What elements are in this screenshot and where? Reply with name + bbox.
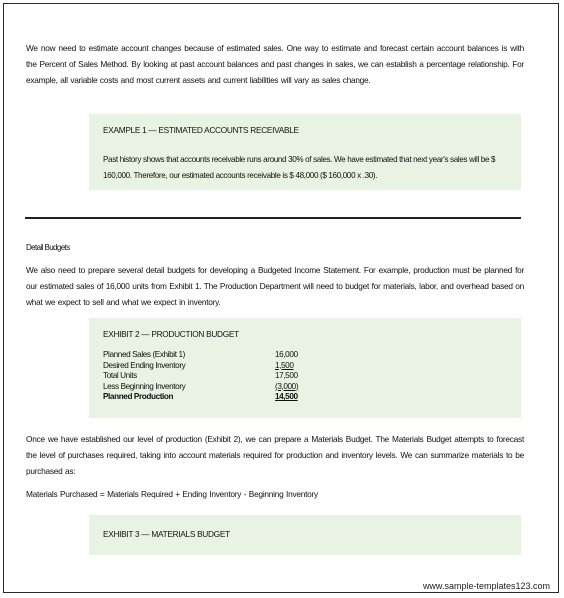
row-label: Desired Ending Inventory (103, 360, 186, 370)
materials-formula: Materials Purchased = Materials Required + Ending Inventory - Beginning Inventory (26, 489, 318, 499)
row-value: 16,000 (275, 350, 298, 359)
table-row (103, 392, 298, 403)
detail-budgets-paragraph: We also need to prepare several detail budgets for developing a Budgeted Income Statement. For example, production must be planned for our estimated sales of 16,000 units from Exhibit 1. The Production Department will need to budget for materials, labor, and overhead based on what we expect to sell and what we expect in inventory. (26, 265, 524, 307)
exhibit-3-title: EXHIBIT 3 — MATERIALS BUDGET (103, 529, 230, 539)
exhibit-2-title: EXHIBIT 2 — PRODUCTION BUDGET (103, 329, 239, 339)
table-row (103, 350, 298, 361)
example-1-title: EXAMPLE 1 — ESTIMATED ACCOUNTS RECEIVABLE (103, 125, 299, 135)
row-label: Planned Production (103, 392, 174, 401)
row-value: 17,500 (275, 371, 298, 380)
example-1-box (89, 114, 521, 190)
intro-paragraph: We now need to estimate account changes because of estimated sales. One way to estimate and forecast certain account balances is with the Percent of Sales Method. By looking at past account balances and past changes in sales, we can establish a percentage relationship. For example, all variable costs and most current assets and current liabilities will vary as sales change. (26, 43, 524, 85)
materials-paragraph: Once we have established our level of production (Exhibit 2), we can prepare a Materials Budget. The Materials Budget attempts to forecast the level of purchases required, taking into account materials required for production and inventory levels. We can summarize materials to be purchased as: (26, 434, 524, 476)
exhibit-3-box (89, 515, 521, 555)
production-budget-table (103, 350, 298, 403)
section-divider (25, 217, 521, 219)
watermark-url: www.sample-templates123.com (422, 581, 550, 591)
table-row (103, 382, 298, 393)
example-1-text: Past history shows that accounts receivable runs around 30% of sales. We have estimated that next year's sales will be $ 160,000. Therefore, our estimated accounts receivable is $ 48,000 ($ 160,000 x .30). (103, 155, 496, 180)
detail-budgets-heading: Detail Budgets (26, 243, 70, 252)
row-value: (3,000) (275, 381, 299, 391)
row-label: Total Units (103, 371, 137, 380)
table-row (103, 361, 298, 372)
row-value: 14,500 (275, 392, 298, 401)
row-label: Planned Sales (Exhibit 1) (103, 350, 185, 359)
row-label: Less Beginning Inventory (103, 381, 186, 391)
row-value: 1,500 (275, 360, 294, 370)
table-row (103, 371, 298, 382)
